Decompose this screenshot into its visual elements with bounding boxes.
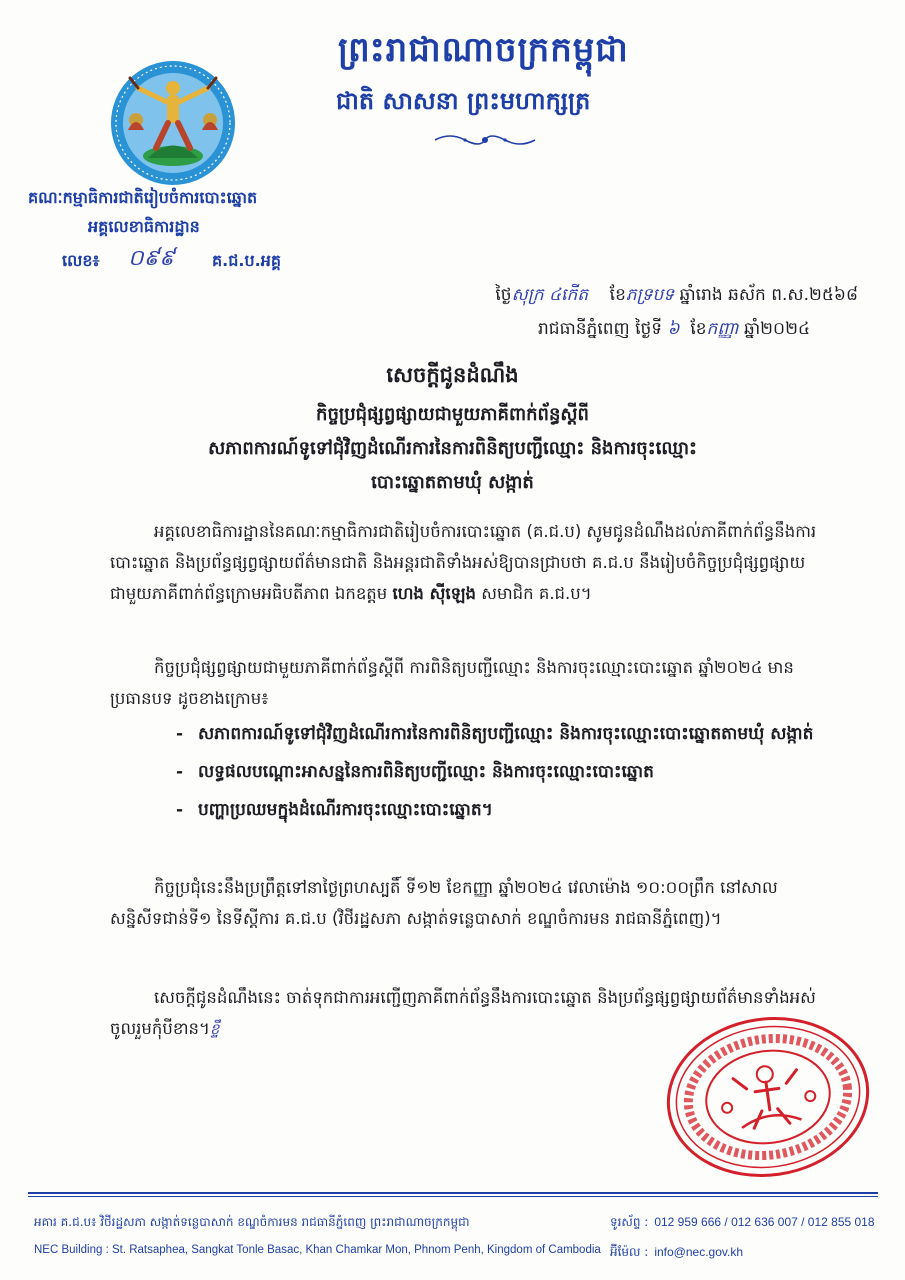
department-name: អគ្គលេខាធិការដ្ឋាន — [88, 217, 200, 236]
subject-line-1: កិច្ចប្រជុំផ្សព្វផ្សាយជាមួយភាគីពាក់ព័ន្ធស្តីពី — [316, 404, 589, 425]
paragraph-3: កិច្ចប្រជុំនេះនឹងប្រព្រឹត្តទៅនាថ្ងៃព្រហស្បតិ៍ ទី១២ ខែកញ្ញា ឆ្នាំ២០២៤ វេលាម៉ោង ១០:០០ព្រឹក នៅសាលសន្និសីទជាន់ទី១ នៃទីស្តីការ គ.ជ.ប (វិថីរដ្ឋសភា សង្កាត់ទន្លេបាសាក់ ខណ្ឌចំការមន រាជធានីភ្នំពេញ)។ — [110, 878, 778, 928]
lunar-suffix: ឆ្នាំរោង ឆស័ក ព.ស.២៥៦៨ — [679, 285, 858, 305]
footer-phone — [610, 1214, 875, 1232]
official-seal — [660, 1012, 876, 1182]
reference-number: ០៩៩ — [128, 246, 175, 271]
list-item — [176, 794, 826, 826]
solar-day-handwritten: ៦ — [667, 319, 680, 339]
bullet-dash: - — [176, 762, 184, 782]
organization-name: គណៈកម្មាធិការជាតិរៀបចំការបោះឆ្នោត — [28, 188, 258, 207]
email-label: អ៊ីម៉ែល : — [610, 1245, 649, 1259]
footer-address-english: NEC Building : St. Ratsaphea, Sangkat Tonle Basac, Khan Chamkar Mon, Phnom Penh, Kingdom of Cambodia — [34, 1244, 601, 1256]
list-item — [176, 718, 826, 750]
topic-list — [176, 718, 826, 832]
subject-line-3: បោះឆ្នោតតាមឃុំ សង្កាត់ — [371, 472, 534, 493]
paragraph-1-end: សមាជិក គ.ជ.ប។ — [475, 584, 592, 603]
lunar-day-handwritten: សុក្រ ៤កើត — [511, 285, 589, 305]
paragraph-1 — [110, 516, 826, 609]
paragraph-1-text: អគ្គលេខាធិការដ្ឋាននៃគណៈកម្មាធិការជាតិរៀបចំការបោះឆ្នោត (គ.ជ.ប) សូមជូនដំណឹងដល់ភាគីពាក់ព័ន្ធនឹងការបោះឆ្នោត និងប្រព័ន្ធផ្សព្វផ្សាយព័ត៌មានជាតិ និងអន្តរជាតិទាំងអស់ឱ្យបានជ្រាបថា គ.ជ.ប នឹងរៀបចំកិច្ចប្រជុំផ្សព្វផ្សាយជាមួយភាគីពាក់ព័ន្ធក្រោមអធិបតីភាព ឯកឧត្តម — [110, 522, 817, 603]
solar-prefix: រាជធានីភ្នំពេញ ថ្ងៃទី — [537, 319, 663, 339]
document-title: សេចក្តីជូនដំណឹង — [386, 363, 519, 387]
solar-year: ឆ្នាំ២០២៤ — [744, 319, 810, 339]
lunar-month-handwritten: ភទ្របទ — [625, 285, 675, 305]
phone-label: ទូរស័ព្ទ : — [610, 1215, 649, 1229]
topic-1: សភាពការណ៍ទូទៅជុំវិញដំណើរការនៃការពិនិត្យបញ្ជីឈ្មោះ និងការចុះឈ្មោះបោះឆ្នោតតាមឃុំ សង្កាត់ — [198, 724, 814, 744]
solar-month-label: ខែ — [690, 319, 707, 339]
topic-3: បញ្ហាប្រឈមក្នុងដំណើរការចុះឈ្មោះបោះឆ្នោត។ — [198, 800, 493, 820]
paragraph-2: កិច្ចប្រជុំផ្សព្វផ្សាយជាមួយភាគីពាក់ព័ន្ធស្តីពី ការពិនិត្យបញ្ជីឈ្មោះ និងការចុះឈ្មោះបោះឆ្នោត ឆ្នាំ២០២៤ មានប្រធានបទ ដូចខាងក្រោម៖ — [110, 658, 794, 708]
solar-month-handwritten: កញ្ញា — [706, 319, 739, 339]
topic-2: លទ្ធផលបណ្តោះអាសន្ននៃការពិនិត្យបញ្ជីឈ្មោះ និងការចុះឈ្មោះបោះឆ្នោត — [198, 762, 654, 782]
kingdom-title: ព្រះរាជាណាចក្រកម្ពុជា — [338, 30, 629, 70]
lunar-month-label: ខែ — [609, 285, 626, 305]
solar-date — [290, 318, 810, 343]
footer-email — [610, 1244, 743, 1262]
footer-address-khmer: អគារ គ.ជ.ប៖ វិថីរដ្ឋសភា សង្កាត់ទន្លេបាសាក់ ខណ្ឌចំការមន រាជធានីភ្នំពេញ ព្រះរាជាណាចក្រកម្ពុជា — [34, 1215, 470, 1229]
subject-line-2: សភាពការណ៍ទូទៅជុំវិញដំណើរការនៃការពិនិត្យបញ្ជីឈ្មោះ និងការចុះឈ្មោះ — [208, 438, 697, 459]
list-item — [176, 756, 826, 788]
initials-signature: ខ្ទឹ — [209, 1020, 220, 1038]
footer-divider — [28, 1192, 878, 1194]
nec-logo — [108, 58, 238, 188]
presiding-member-name: ហេង ស៊ីឡេង — [392, 584, 476, 603]
reference-label: លេខ៖ — [62, 251, 100, 270]
bullet-dash: - — [176, 800, 184, 820]
phone-numbers: 012 959 666 / 012 636 007 / 012 855 018 — [654, 1215, 875, 1229]
footer-divider-thin — [28, 1196, 878, 1197]
document-subject — [40, 398, 865, 500]
lunar-prefix: ថ្ងៃ — [495, 285, 512, 305]
reference-code: គ.ជ.ប.អគ្គ — [212, 251, 282, 270]
email-address[interactable]: info@nec.gov.kh — [654, 1245, 744, 1259]
ornament-divider — [430, 130, 540, 150]
paragraph-4-text: សេចក្តីជូនដំណឹងនេះ ចាត់ទុកជាការអញ្ជើញភាគីពាក់ព័ន្ធនឹងការបោះឆ្នោត និងប្រព័ន្ធផ្សព្វផ្សាយព័ត៌មានទាំងអស់ចូលរួមកុំបីខាន។ — [110, 988, 816, 1038]
kingdom-motto: ជាតិ សាសនា ព្រះមហាក្សត្រ — [336, 86, 591, 115]
lunar-date — [290, 284, 858, 309]
bullet-dash: - — [176, 724, 184, 744]
